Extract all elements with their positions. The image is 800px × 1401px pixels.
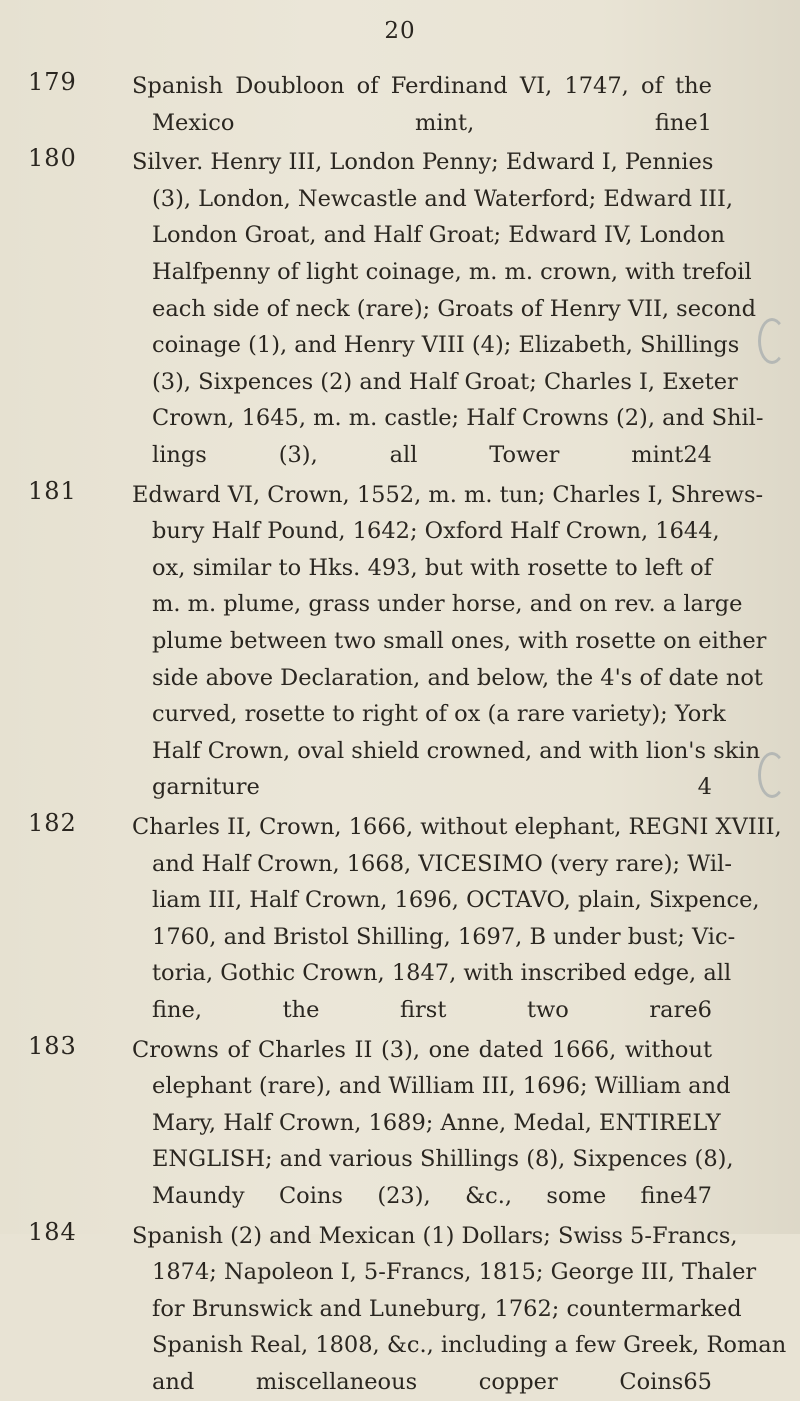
- lot-number: 182: [28, 809, 77, 837]
- line-text: 1760, and Bristol Shilling, 1697, B under bust; Vic-: [152, 923, 736, 950]
- line-text: Crowns of Charles II (3), one dated 1666, without: [132, 1036, 712, 1063]
- lot-quantity: 47: [683, 1182, 712, 1209]
- line-text: Spanish (2) and Mexican (1) Dollars; Swiss 5-Francs,: [132, 1222, 738, 1249]
- lot-quantity: 24: [683, 441, 712, 468]
- description-line: [132, 477, 764, 514]
- description-line: [132, 327, 740, 364]
- line-text: Maundy Coins (23), &c., some fine: [152, 1182, 684, 1209]
- description-line: [132, 513, 720, 550]
- line-text: Crown, 1645, m. m. castle; Half Crowns (2), and Shil-: [152, 405, 764, 432]
- description-line: [132, 68, 712, 105]
- description-line: [132, 1178, 712, 1215]
- binding-mark: [758, 752, 786, 798]
- line-text: coinage (1), and Henry VIII (4); Elizabeth, Shillings: [152, 332, 740, 359]
- description-line: [132, 1254, 757, 1291]
- line-text: Half Crown, oval shield crowned, and with lion's skin: [152, 737, 761, 764]
- lot-description: [132, 809, 782, 1029]
- description-line: [132, 955, 732, 992]
- description-line: [132, 992, 712, 1029]
- description-line: [132, 181, 733, 218]
- lot-number: 181: [28, 476, 77, 505]
- line-text: side above Declaration, and below, the 4's of date not: [152, 664, 763, 691]
- description-line: [132, 809, 782, 846]
- description-line: [132, 1105, 721, 1142]
- line-text: Spanish Real, 1808, &c., including a few Greek, Roman: [152, 1332, 787, 1359]
- line-text: Mexico mint, fine: [152, 109, 698, 136]
- line-text: bury Half Pound, 1642; Oxford Half Crown, 1644,: [152, 518, 720, 545]
- line-text: plume between two small ones, with rosette on either: [152, 627, 767, 654]
- description-line: [132, 400, 764, 437]
- line-text: fine, the first two rare: [152, 996, 698, 1023]
- lot-description: [132, 1218, 787, 1401]
- line-text: ENGLISH; and various Shillings (8), Sixpences (8),: [152, 1146, 734, 1173]
- line-text: garniture: [152, 774, 260, 801]
- lot-number: 179: [28, 68, 77, 96]
- description-line: [132, 1291, 742, 1328]
- description-line: [132, 1364, 712, 1401]
- description-line: [132, 1327, 787, 1364]
- line-text: Mary, Half Crown, 1689; Anne, Medal, ENTIRELY: [152, 1109, 721, 1136]
- description-line: [132, 1141, 734, 1178]
- line-text: liam III, Half Crown, 1696, OCTAVO, plain, Sixpence,: [152, 887, 760, 914]
- lot-number: 184: [28, 1217, 77, 1246]
- description-line: [132, 364, 738, 401]
- description-line: [132, 660, 763, 697]
- lot-quantity: 65: [683, 1368, 712, 1395]
- line-text: each side of neck (rare); Groats of Henry VII, second: [152, 295, 757, 322]
- line-text: toria, Gothic Crown, 1847, with inscribed edge, all: [152, 960, 732, 987]
- lot-quantity: 1: [697, 109, 712, 136]
- description-line: [132, 733, 761, 770]
- line-text: (3), London, Newcastle and Waterford; Edward III,: [152, 185, 733, 212]
- description-line: [132, 254, 752, 291]
- description-line: [132, 1068, 731, 1105]
- line-text: London Groat, and Half Groat; Edward IV, London: [152, 222, 725, 249]
- line-text: elephant (rare), and William III, 1696; William and: [152, 1073, 731, 1100]
- description-line: [132, 105, 712, 142]
- description-line: [132, 769, 712, 806]
- line-text: Halfpenny of light coinage, m. m. crown, with trefoil: [152, 258, 752, 285]
- description-line: [132, 1032, 712, 1069]
- line-text: (3), Sixpences (2) and Half Groat; Charles I, Exeter: [152, 368, 738, 395]
- description-line: [132, 882, 760, 919]
- description-line: [132, 550, 712, 587]
- lot-description: [132, 477, 767, 806]
- description-line: [132, 291, 757, 328]
- line-text: and miscellaneous copper Coins: [152, 1368, 684, 1395]
- line-text: m. m. plume, grass under horse, and on rev. a large: [152, 591, 743, 618]
- line-text: ox, similar to Hks. 493, but with rosette to left of: [152, 554, 712, 581]
- lot-description: [132, 1032, 734, 1215]
- description-line: [132, 144, 712, 181]
- description-line: [132, 846, 732, 883]
- lot-description: [132, 68, 712, 141]
- description-line: [132, 919, 736, 956]
- line-text: for Brunswick and Luneburg, 1762; countermarked: [152, 1295, 742, 1322]
- line-text: 1874; Napoleon I, 5-Francs, 1815; George III, Thaler: [152, 1259, 757, 1286]
- line-text: Spanish Doubloon of Ferdinand VI, 1747, of the: [132, 73, 712, 99]
- description-line: [132, 217, 725, 254]
- lot-number: 183: [28, 1031, 77, 1060]
- line-text: and Half Crown, 1668, VICESIMO (very rare); Wil-: [152, 850, 732, 877]
- line-text: lings (3), all Tower mint: [152, 441, 684, 468]
- lot-description: [132, 144, 764, 473]
- line-text: Silver. Henry III, London Penny; Edward I, Pennies: [132, 149, 714, 176]
- lot-number: 180: [28, 144, 77, 173]
- lot-quantity: 6: [697, 996, 712, 1023]
- line-text: curved, rosette to right of ox (a rare variety); York: [152, 701, 726, 728]
- description-line: [132, 586, 743, 623]
- binding-mark: [758, 318, 786, 364]
- description-line: [132, 696, 726, 733]
- lot-quantity: 4: [697, 774, 712, 801]
- page-number: 20: [384, 18, 416, 44]
- line-text: Edward VI, Crown, 1552, m. m. tun; Charles I, Shrews-: [132, 481, 764, 508]
- description-line: [132, 623, 767, 660]
- line-text: Charles II, Crown, 1666, without elephant, REGNI XVIII,: [132, 814, 782, 840]
- description-line: [132, 1218, 738, 1255]
- description-line: [132, 437, 712, 474]
